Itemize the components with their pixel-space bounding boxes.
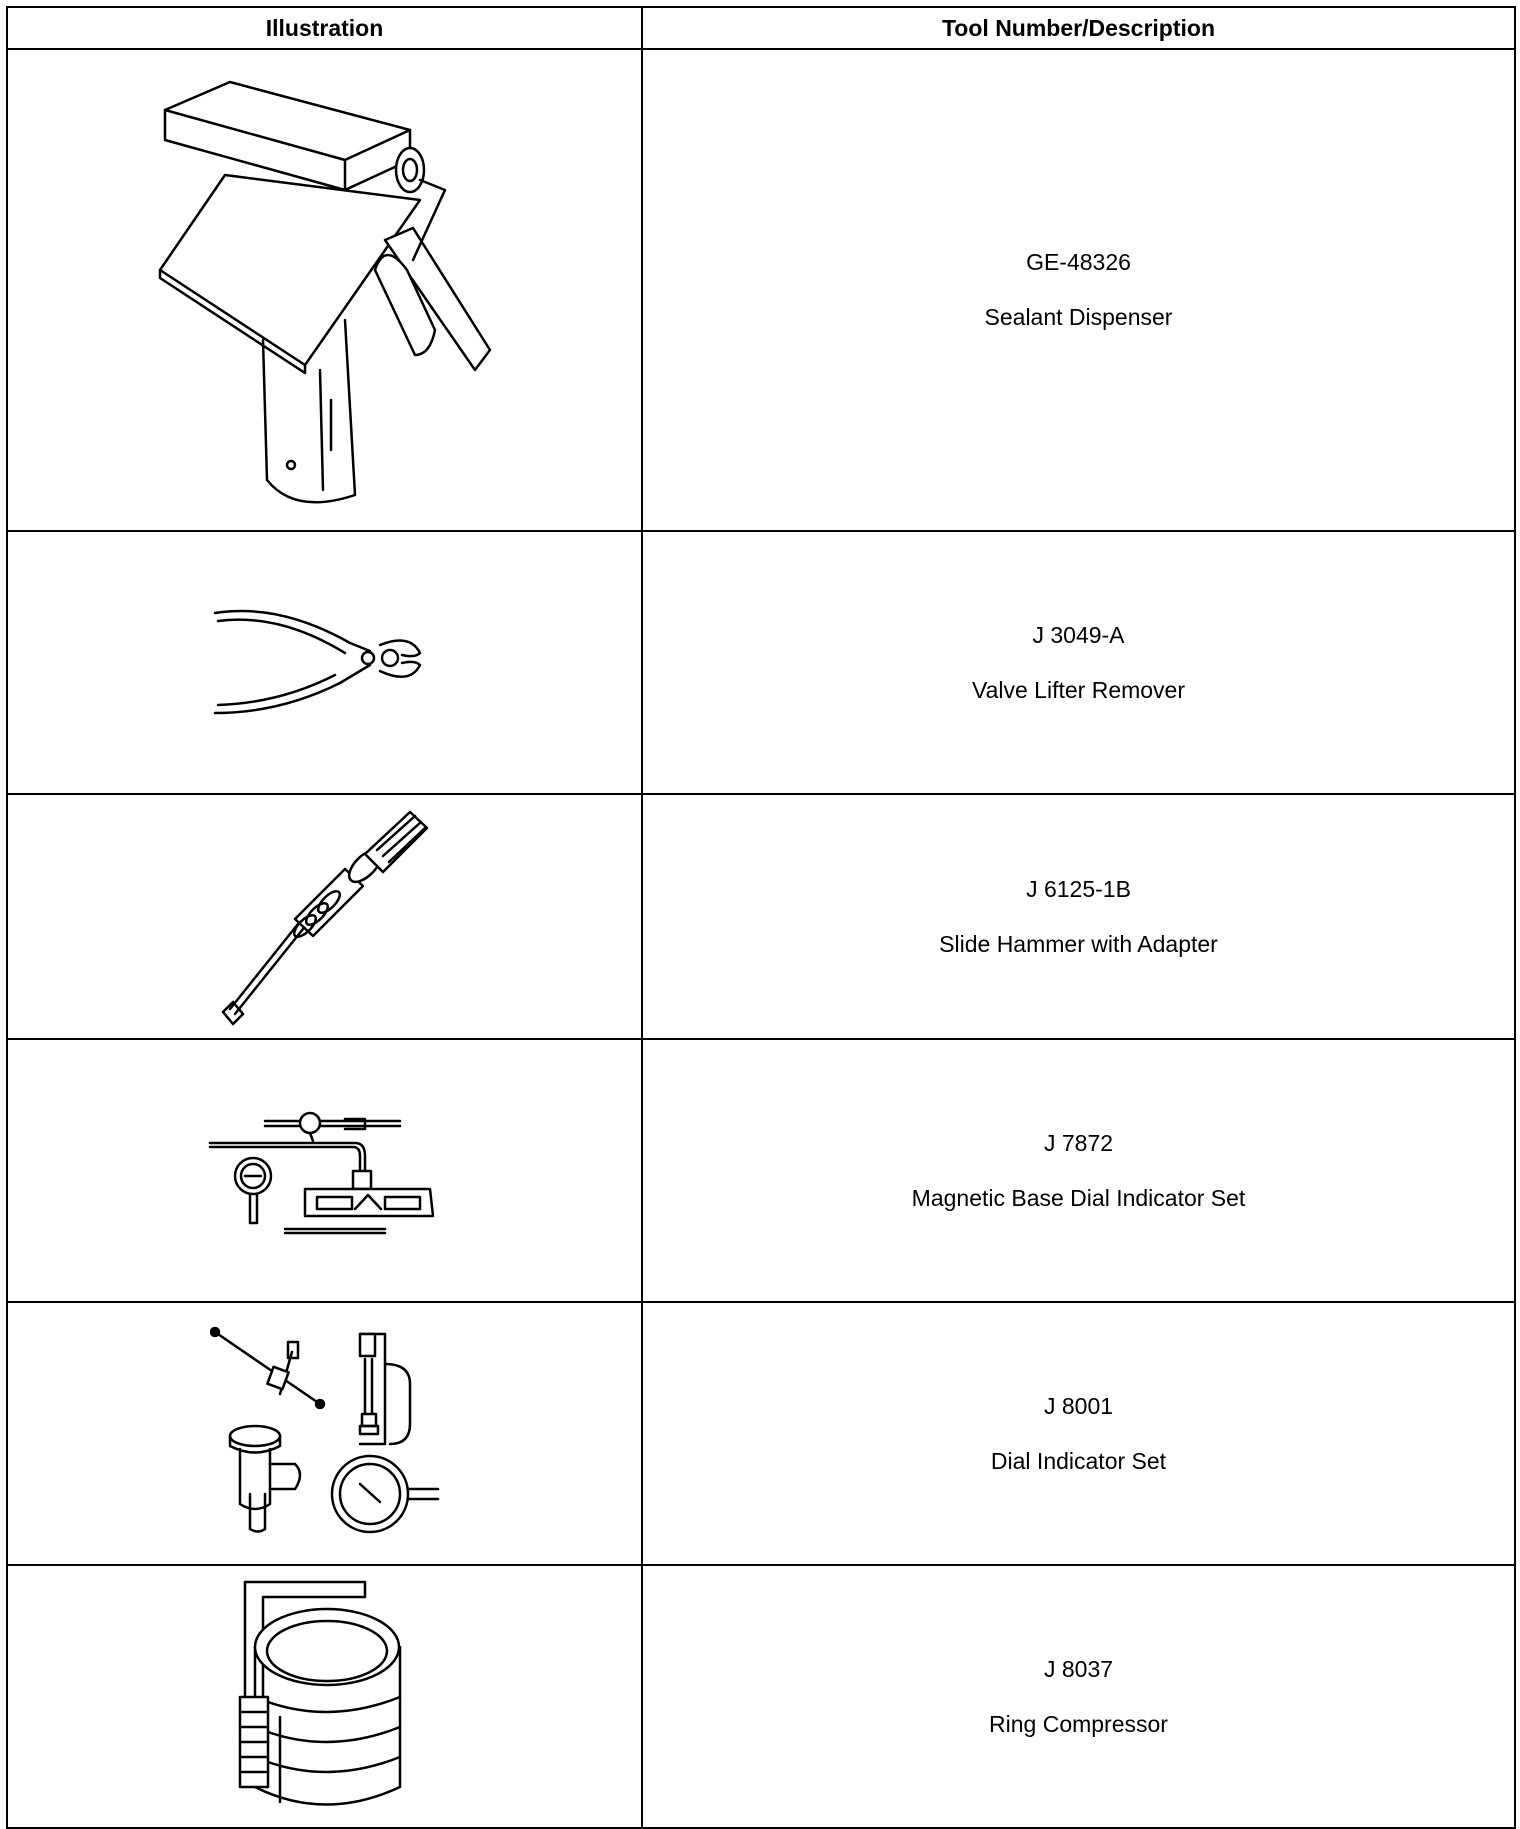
pliers-icon: [210, 603, 440, 723]
tool-number: J 6125-1B: [1026, 875, 1131, 902]
description-cell: [642, 1039, 1515, 1302]
illustration-cell: [7, 794, 642, 1039]
tool-number: J 8001: [1043, 1392, 1114, 1419]
tool-description: Sealant Dispenser: [984, 304, 1173, 330]
table-row: [7, 794, 1515, 1039]
tool-description: Dial Indicator Set: [990, 1447, 1167, 1474]
table-row: [7, 531, 1515, 794]
description-cell: [642, 49, 1515, 531]
illustration-cell: [7, 1302, 642, 1565]
sealant-dispenser-icon: [145, 70, 505, 510]
description-cell: [642, 794, 1515, 1039]
tool-number: J 8037: [1043, 1655, 1114, 1682]
tool-description: Valve Lifter Remover: [971, 676, 1186, 703]
tool-description: Ring Compressor: [989, 1710, 1168, 1737]
tool-number: GE-48326: [1026, 249, 1131, 275]
magnetic-base-dial-indicator-icon: [205, 1101, 445, 1241]
table-row: [7, 49, 1515, 531]
table-row: [7, 1039, 1515, 1302]
description-cell: [642, 531, 1515, 794]
slide-hammer-icon: [215, 804, 435, 1029]
header-tool-number-description: Tool Number/Description: [642, 7, 1515, 49]
illustration-cell: [7, 1039, 642, 1302]
dial-indicator-set-icon: [210, 1324, 440, 1544]
description-cell: [642, 1565, 1515, 1828]
tool-number: J 3049-A: [1032, 621, 1125, 648]
tool-description: Slide Hammer with Adapter: [939, 930, 1218, 957]
tool-number: J 7872: [1043, 1129, 1114, 1156]
tool-description: Magnetic Base Dial Indicator Set: [911, 1184, 1246, 1211]
header-row: [7, 7, 1515, 49]
table-row: [7, 1302, 1515, 1565]
description-cell: [642, 1302, 1515, 1565]
header-illustration: Illustration: [7, 7, 642, 49]
illustration-cell: [7, 49, 642, 531]
illustration-cell: [7, 531, 642, 794]
special-tools-table: [6, 6, 1516, 1829]
illustration-cell: [7, 1565, 642, 1828]
ring-compressor-icon: [215, 1577, 435, 1817]
table-row: [7, 1565, 1515, 1828]
